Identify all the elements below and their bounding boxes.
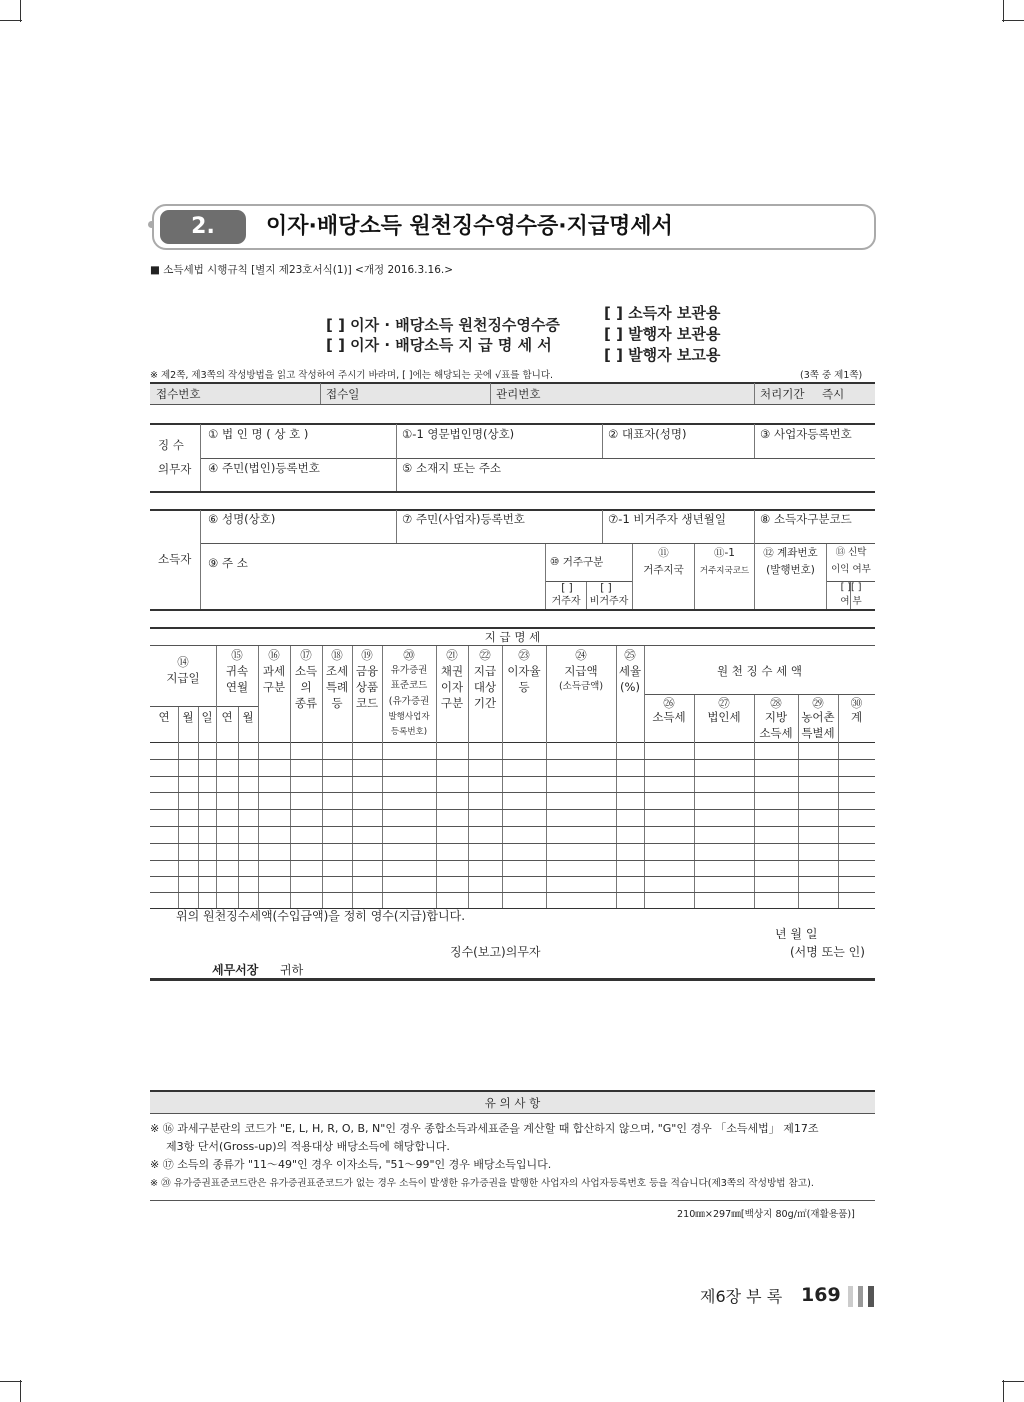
col-tax-class-b: 구분 xyxy=(262,680,286,694)
table-row xyxy=(150,826,875,827)
col-rate-a: 이자율 xyxy=(507,664,541,678)
col-fin-code-c: 코드 xyxy=(355,696,379,710)
date-line: 년 월 일 xyxy=(775,927,818,941)
form-title-receipt: [ ] 이자 · 배당소득 원천징수영수증 xyxy=(326,316,560,334)
col-income-type-c: 종류 xyxy=(294,696,318,710)
crop-mark xyxy=(0,20,22,21)
field-issue-no: (발행번호) xyxy=(766,564,815,576)
table-row xyxy=(150,860,875,861)
col-tax-special-a: 조세 xyxy=(325,664,349,678)
col-30-no: ㉚ xyxy=(850,696,863,710)
rule xyxy=(150,627,875,629)
field-trust: ⑬ 신탁 xyxy=(835,547,867,558)
col-28-no: ㉘ xyxy=(770,696,782,710)
col-tax-class-a: 과세 xyxy=(262,664,286,678)
field-account-no: ⑫ 계좌번호 xyxy=(763,547,818,559)
addressee: 귀하 xyxy=(280,963,304,977)
col-income-tax: 소득세 xyxy=(652,710,686,724)
footer-bar xyxy=(868,1286,874,1307)
crop-mark xyxy=(20,1380,21,1402)
copy-option-issuer-report: [ ] 발행자 보고용 xyxy=(604,346,721,364)
rule xyxy=(150,1090,875,1092)
col-local-tax-a: 지방 xyxy=(764,710,788,724)
col-29-no: ㉙ xyxy=(812,696,824,710)
withheld-tax-header: 원 천 징 수 세 액 xyxy=(717,664,802,678)
col-securities-a: 유가증권 xyxy=(390,665,428,676)
field-11-no: ⑪ xyxy=(658,547,669,559)
rule xyxy=(150,609,875,611)
field-country-code: 거주지국코드 xyxy=(699,566,750,576)
col-26-no: ㉖ xyxy=(663,696,675,710)
divider xyxy=(602,424,603,458)
col-securities-b: 표준코드 xyxy=(390,680,428,691)
col-payment-date: 지급일 xyxy=(166,671,200,685)
col-period-b: 대상 xyxy=(473,680,497,694)
rule xyxy=(150,404,875,405)
divider xyxy=(200,510,201,609)
earner-label: 소득자 xyxy=(158,552,192,566)
divider xyxy=(602,510,603,543)
col-amount-a: 지급액 xyxy=(564,664,598,678)
rule xyxy=(200,543,875,544)
form-title-statement: [ ] 이자 · 배당소득 지 급 명 세 서 xyxy=(326,336,552,354)
col-bond-a: 채권 xyxy=(440,664,464,678)
col-rural-tax-b: 특별세 xyxy=(801,726,835,740)
table-column-divider xyxy=(198,707,199,908)
col-bond-b: 이자 xyxy=(440,680,464,694)
management-number-label: 관리번호 xyxy=(496,387,541,401)
crop-mark xyxy=(20,0,21,22)
crop-mark xyxy=(1003,1380,1004,1402)
details-title: 지 급 명 세 xyxy=(484,630,541,644)
field-business-reg-no: ③ 사업자등록번호 xyxy=(760,427,852,441)
form-bottom-rule xyxy=(150,978,875,981)
rule xyxy=(200,458,875,459)
col-bond-c: 구분 xyxy=(440,696,464,710)
table-row xyxy=(150,776,875,777)
checkbox-resident[interactable]: [ ] xyxy=(561,582,573,594)
col-18-no: ⑱ xyxy=(331,648,343,662)
crop-mark xyxy=(1002,20,1024,21)
note-1a: ※ ⑯ 과세구분란의 코드가 "E, L, H, R, O, B, N"인 경우 종합소득과세표준을 계산할 때 합산하지 않으며, "G"인 경우 「소득세법」 제17조 xyxy=(150,1122,819,1135)
field-corp-name: ① 법 인 명 ( 상 호 ) xyxy=(208,427,309,441)
processing-period-value: 즉시 xyxy=(822,387,845,401)
col-tax-special-b: 특례 xyxy=(325,680,349,694)
sub-year: 연 xyxy=(158,710,170,724)
label-resident: 거주자 xyxy=(551,596,581,607)
col-local-tax-b: 소득세 xyxy=(759,726,793,740)
table-row xyxy=(150,892,875,893)
divider xyxy=(490,383,491,404)
divider xyxy=(754,424,755,458)
sub-year2: 연 xyxy=(221,710,233,724)
rule xyxy=(150,706,258,707)
field-representative: ② 대표자(성명) xyxy=(608,427,687,441)
col-23-no: ㉓ xyxy=(518,648,530,662)
payer-label-line2: 의무자 xyxy=(158,462,192,476)
col-securities-c: (유가증권 xyxy=(388,696,430,707)
col-19-no: ⑲ xyxy=(361,648,373,662)
divider xyxy=(200,424,201,491)
paper-spec: 210㎜×297㎜[백상지 80g/㎡(재활용품)] xyxy=(677,1209,855,1220)
page-of: (3쪽 중 제1쪽) xyxy=(800,370,863,381)
divider xyxy=(320,383,321,404)
instruction-text: ※ 제2쪽, 제3쪽의 작성방법을 읽고 작성하여 주시기 바라며, [ ]에는 해당되는 곳에 √표를 합니다. xyxy=(150,370,554,381)
col-corp-tax: 법인세 xyxy=(707,710,741,724)
crop-mark xyxy=(0,1381,22,1382)
col-attribution-a: 귀속 xyxy=(225,664,249,678)
field-11-1-no: ⑪-1 xyxy=(714,547,735,559)
rule xyxy=(150,491,875,493)
tax-office: 세무서장 xyxy=(212,963,259,977)
sub-day: 일 xyxy=(201,710,213,724)
withholder-label: 징수(보고)의무자 xyxy=(450,945,541,959)
col-income-type-b: 의 xyxy=(300,680,312,694)
table-row xyxy=(150,876,875,877)
table-column-divider xyxy=(178,707,179,908)
col-fin-code-b: 상품 xyxy=(355,680,379,694)
field-earner-address: ⑨ 주 소 xyxy=(208,556,248,570)
label-yes-no: 여 부 xyxy=(840,596,862,607)
col-17-no: ⑰ xyxy=(300,648,312,662)
footer-bar xyxy=(848,1286,853,1307)
crop-mark xyxy=(1002,1381,1024,1382)
page-number: 169 xyxy=(801,1284,841,1306)
checkbox-nonresident[interactable]: [ ] xyxy=(600,582,612,594)
col-total: 계 xyxy=(850,710,863,724)
col-rate-b: 등 xyxy=(518,680,530,694)
copy-option-earner: [ ] 소득자 보관용 xyxy=(604,304,721,322)
field-residency-type: ⑩ 거주구분 xyxy=(550,556,604,568)
rule xyxy=(150,509,875,511)
col-27-no: ㉗ xyxy=(718,696,730,710)
field-earner-type-code: ⑧ 소득자구분코드 xyxy=(760,512,852,526)
col-25-no: ㉕ xyxy=(624,648,636,662)
rule xyxy=(150,382,875,384)
table-column-divider xyxy=(644,646,645,908)
col-21-no: ㉑ xyxy=(446,648,458,662)
col-securities-d: 발행사업자 xyxy=(388,712,430,722)
col-tax-special-c: 등 xyxy=(331,696,343,710)
col-14-no: ⑭ xyxy=(177,655,189,669)
rule xyxy=(150,423,875,425)
col-22-no: ㉒ xyxy=(479,648,491,662)
col-amount-b: (소득금액) xyxy=(558,681,604,692)
field-name: ⑥ 성명(상호) xyxy=(208,512,276,526)
receipt-number-label: 접수번호 xyxy=(156,387,201,401)
payer-label-line1: 징 수 xyxy=(158,438,184,452)
confirm-text: 위의 원천징수세액(수입금액)을 정히 영수(지급)합니다. xyxy=(176,909,466,923)
note-2: ※ ⑰ 소득의 종류가 "11～49"인 경우 이자소득, "51～99"인 경우 배당소득입니다. xyxy=(150,1158,552,1171)
divider xyxy=(396,424,397,491)
notes-title: 유 의 사 항 xyxy=(484,1096,541,1110)
law-reference: ■ 소득세법 시행규칙 [별지 제23호서식(1)] <개정 2016.3.16.> xyxy=(150,264,454,276)
col-period-a: 지급 xyxy=(473,664,497,678)
table-column-divider xyxy=(238,707,239,908)
note-3: ※ ⑳ 유가증권표준코드란은 유가증권표준코드가 없는 경우 소득이 발생한 유가증권을 발행한 사업자의 사업자등록번호 등을 적습니다(제3쪽의 작성방법 참고). xyxy=(150,1178,814,1189)
field-nonresident-birthdate: ⑦-1 비거주자 생년월일 xyxy=(608,512,726,526)
field-country: 거주지국 xyxy=(643,564,684,576)
chapter-label: 제6장 부 록 xyxy=(700,1287,783,1306)
table-row xyxy=(150,843,875,844)
section-number: 2. xyxy=(160,210,246,244)
sub-month: 월 xyxy=(182,710,194,724)
field-trust-profit: 이익 여부 xyxy=(831,564,871,575)
signature-label: (서명 또는 인) xyxy=(790,945,865,959)
receipt-date-label: 접수일 xyxy=(326,387,360,401)
col-income-type-a: 소득 xyxy=(294,664,318,678)
field-resident-reg-no: ⑦ 주민(사업자)등록번호 xyxy=(402,512,525,526)
divider xyxy=(396,510,397,543)
col-securities-e: 등록번호) xyxy=(390,727,428,737)
divider xyxy=(754,383,755,404)
table-row xyxy=(150,759,875,760)
col-tax-rate-b: (%) xyxy=(620,680,640,694)
table-row xyxy=(150,809,875,810)
col-rural-tax-a: 농어촌 xyxy=(801,710,835,724)
copy-option-issuer-keep: [ ] 발행자 보관용 xyxy=(604,325,721,343)
note-1b: 제3항 단서(Gross-up)의 적용대상 배당소득에 해당합니다. xyxy=(166,1140,450,1153)
section-header xyxy=(152,204,876,250)
sub-month2: 월 xyxy=(242,710,254,724)
label-nonresident: 비거주자 xyxy=(589,596,629,607)
col-20-no: ⑳ xyxy=(403,648,415,662)
table-row xyxy=(150,792,875,793)
col-16-no: ⑯ xyxy=(268,648,280,662)
col-period-c: 기간 xyxy=(473,696,497,710)
section-title: 이자·배당소득 원천징수영수증·지급명세서 xyxy=(266,214,673,239)
processing-period-label: 처리기간 xyxy=(760,387,805,401)
col-tax-rate-a: 세율 xyxy=(618,664,642,678)
rule xyxy=(644,694,875,695)
field-corp-english-name: ①-1 영문법인명(상호) xyxy=(402,427,515,441)
col-24-no: ㉔ xyxy=(575,648,587,662)
rule xyxy=(150,1200,875,1201)
col-fin-code-a: 금융 xyxy=(355,664,379,678)
col-15-no: ⑮ xyxy=(231,648,243,662)
crop-mark xyxy=(1003,0,1004,22)
col-attribution-b: 연월 xyxy=(225,680,249,694)
checkbox-trust[interactable]: [ ][ ] xyxy=(840,582,862,593)
footer-bar xyxy=(858,1286,863,1307)
field-resident-corp-reg-no: ④ 주민(법인)등록번호 xyxy=(208,461,320,475)
field-address: ⑤ 소재지 또는 주소 xyxy=(402,461,502,475)
rule xyxy=(150,1113,875,1114)
